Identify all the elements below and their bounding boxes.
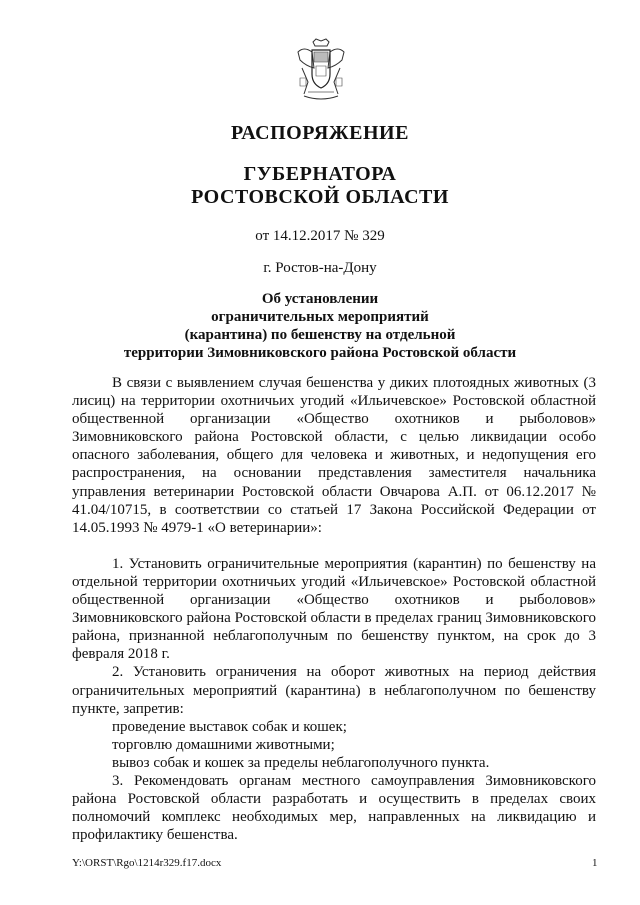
coat-of-arms-icon: [294, 38, 348, 104]
heading-line: ограничительных мероприятий: [211, 309, 429, 325]
file-path: Y:\ORST\Rgo\1214r329.f17.docx: [72, 857, 222, 869]
document-body: [72, 374, 596, 844]
document-title: РАСПОРЯЖЕНИЕ: [231, 122, 409, 144]
date-number: от 14.12.2017 № 329: [255, 228, 385, 244]
page-number: 1: [592, 857, 598, 869]
clause-3: 3. Рекомендовать органам местного самоуправления Зимовниковского района Ростовской области разработать и осуществить в пределах своих полномочий комплекс необходимых мер, направленных на ликвидацию и профилактику бешенства.: [72, 772, 596, 844]
city: г. Ростов-на-Дону: [263, 260, 377, 276]
clause-2: 2. Установить ограничения на оборот животных на период действия ограничительных мероприятий (карантина) в неблагополучном по бешенству пункте, запретив:: [72, 664, 596, 717]
preamble-paragraph: В связи с выявлением случая бешенства у диких плотоядных животных (3 лисиц) на территории охотничьих угодий «Ильичевское» Ростовской областной общественной организации «Общество охотников и рыболовов» Зимовниковского района Ростовской области, с целью ликвидации особо опасного заболевания, общего для человека и животных, и недопущения его распространения, на основании представления заместителя начальника управления ветеринарии Ростовской области Овчарова А.П. от 06.12.2017 № 41.04/10715, в соответствии со статьей 17 Закона Российской Федерации от 14.05.1993 № 4979-1 «О ветеринарии»:: [72, 375, 596, 536]
clause-2-item: вывоз собак и кошек за пределы неблагополучного пункта.: [112, 754, 490, 771]
issuer-line-2: РОСТОВСКОЙ ОБЛАСТИ: [191, 186, 449, 208]
clause-2-item: торговлю домашними животными;: [112, 736, 335, 753]
heading-line: территории Зимовниковского района Ростовской области: [123, 345, 517, 361]
heading-line: Об установлении: [261, 291, 379, 307]
document-heading: [0, 290, 640, 362]
heading-line: (карантина) по бешенству на отдельной: [184, 327, 456, 343]
issuer-line-1: ГУБЕРНАТОРА: [243, 163, 397, 185]
clause-1: 1. Установить ограничительные мероприятия (карантин) по бешенству на отдельной территории охотничьих угодий «Ильичевское» Ростовской областной общественной организации «Общество охотников и рыболовов» Зимовниковского района Ростовской области в пределах границ Зимовниковского района, признанной неблагополучным по бешенству пунктом, на срок до 3 февраля 2018 г.: [72, 555, 596, 663]
clause-2-item: проведение выставок собак и кошек;: [112, 718, 347, 735]
